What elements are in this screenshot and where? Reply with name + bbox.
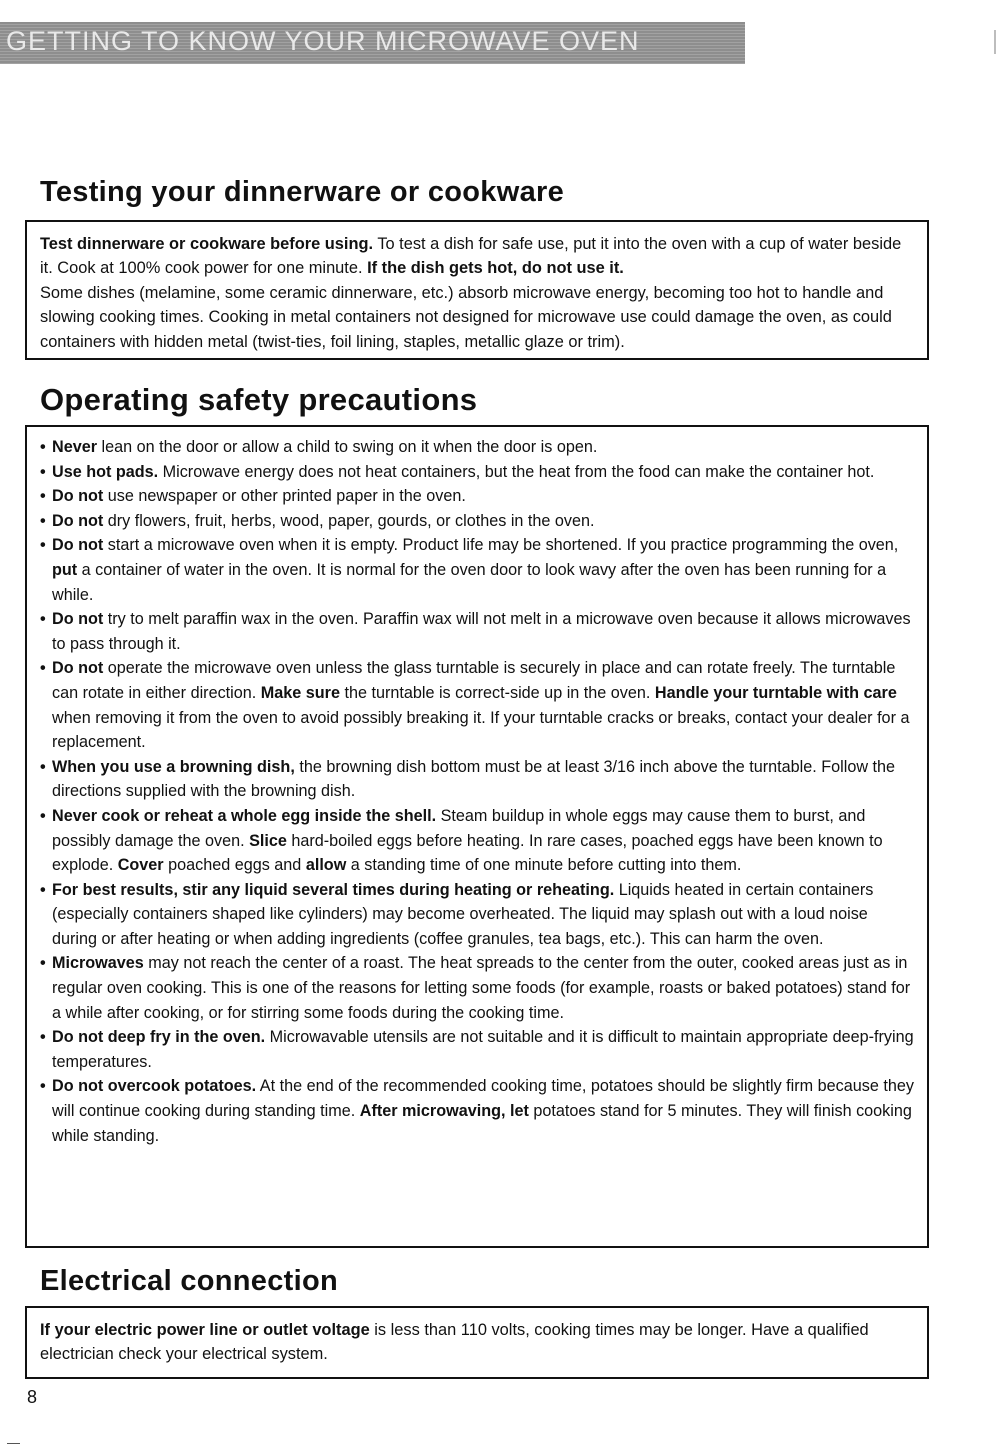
- bold-text-run: Do not overcook potatoes.: [52, 1077, 257, 1096]
- bullet-icon: •: [40, 487, 46, 506]
- page-number: 8: [27, 1387, 38, 1407]
- text-run: poached eggs and: [163, 856, 306, 875]
- text-run: a standing time of one minute before cutting into them.: [346, 856, 742, 875]
- safety-list-item: [40, 607, 917, 656]
- electrical-title: Electrical connection: [40, 1265, 338, 1297]
- section-banner: [0, 22, 745, 64]
- safety-list-item: [40, 509, 917, 534]
- text-run: hard-boiled eggs before heating. In rare cases, poached eggs have been known to explode.: [52, 831, 883, 875]
- text-run: potatoes stand for 5 minutes. They will finish cooking while standing.: [52, 1102, 912, 1145]
- text-run: is less than 110 volts, cooking times may be longer. Have a qualified electrician check your electrical system.: [40, 1321, 869, 1364]
- safety-list-item: [40, 1025, 917, 1074]
- bullet-icon: •: [40, 806, 46, 825]
- text-run: Microwavable utensils are not suitable and it is difficult to maintain appropriate deep-frying temperatures.: [52, 1028, 914, 1071]
- testing-title: Testing your dinnerware or cookware: [40, 176, 565, 208]
- text-run: operate the microwave oven unless the glass turntable is securely in place and can rotate freely. The turntable can rotate in either direction.: [52, 659, 896, 702]
- text-run: To test a dish for safe use, put it into the oven with a cup of water beside it. Cook at 100% cook power for one minute.: [40, 235, 902, 278]
- bold-text-run: If your electric power line or outlet voltage: [40, 1321, 370, 1339]
- safety-list-item: [40, 878, 917, 952]
- footer-mark: [7, 1443, 20, 1444]
- text-run: try to melt paraffin wax in the oven. Paraffin wax will not melt in a microwave oven because it allows microwaves to pass through it.: [52, 610, 911, 653]
- safety-list-item: [40, 656, 917, 754]
- bullet-icon: •: [40, 1077, 46, 1096]
- text-run: Steam buildup in whole eggs may cause them to burst, and possibly damage the oven.: [52, 806, 866, 850]
- bold-text-run: Do not: [52, 511, 104, 530]
- bold-text-run: Microwaves: [52, 954, 144, 973]
- bullet-icon: •: [40, 757, 46, 776]
- bold-text-run: If the dish gets hot, do not use it.: [367, 259, 624, 278]
- bullet-icon: •: [40, 659, 46, 678]
- bold-text-run: Do not: [52, 487, 104, 506]
- bold-text-run: put: [52, 560, 78, 579]
- bullet-icon: •: [40, 1028, 46, 1047]
- testing-paragraph-2: [40, 281, 917, 354]
- bullet-icon: •: [40, 954, 46, 973]
- bold-text-run: Test dinnerware or cookware before using.: [40, 235, 374, 253]
- safety-title: Operating safety precautions: [40, 382, 478, 417]
- text-run: lean on the door or allow a child to swing on it when the door is open.: [97, 438, 598, 456]
- bold-text-run: Never cook or reheat a whole egg inside the shell.: [52, 806, 437, 825]
- text-run: when removing it from the oven to avoid possibly breaking it. If your turntable cracks or breaks, contact your dealer for a replacement.: [52, 708, 910, 752]
- bold-text-run: After microwaving, let: [359, 1102, 529, 1121]
- bullet-icon: •: [40, 511, 46, 530]
- bold-text-run: Do not: [52, 659, 104, 678]
- text-run: At the end of the recommended cooking time, potatoes should be slightly firm because they will continue cooking during standing time.: [52, 1077, 914, 1121]
- testing-paragraph-1: [40, 232, 917, 281]
- bold-text-run: Handle your turntable with care: [654, 683, 897, 702]
- banner-text: GETTING TO KNOW YOUR MICROWAVE OVEN: [6, 26, 640, 56]
- text-run: start a microwave oven when it is empty. Product life may be shortened. If you practice programming the oven,: [103, 536, 899, 555]
- text-run: the turntable is correct-side up in the oven.: [339, 683, 655, 702]
- bold-text-run: allow: [305, 856, 347, 875]
- bold-text-run: Cover: [117, 856, 164, 875]
- text-run: use newspaper or other printed paper in the oven.: [103, 487, 466, 506]
- margin-mark: [994, 30, 996, 54]
- text-run: dry flowers, fruit, herbs, wood, paper, gourds, or clothes in the oven.: [103, 511, 595, 530]
- bold-text-run: For best results, stir any liquid several times during heating or reheating.: [52, 880, 615, 899]
- text-run: may not reach the center of a roast. The heat spreads to the center from the outer, cooked areas just as in regular oven cooking. This is one of the reasons for letting some foods (for example, roasts or baked potatoes) stand for a while after cooking, or for stirring some foods during the cooking time.: [52, 954, 911, 1022]
- safety-box: [25, 425, 929, 1248]
- safety-list-item: [40, 484, 917, 509]
- safety-list-item: [40, 755, 917, 804]
- bullet-icon: •: [40, 536, 46, 555]
- safety-list-item: [40, 951, 917, 1025]
- safety-list: [40, 435, 917, 1148]
- safety-list-item: [40, 804, 917, 878]
- bold-text-run: Make sure: [260, 683, 340, 702]
- bold-text-run: When you use a browning dish,: [52, 757, 295, 776]
- bullet-icon: •: [40, 438, 46, 456]
- electrical-paragraph: [40, 1318, 917, 1367]
- bold-text-run: Do not: [52, 610, 104, 629]
- text-run: Liquids heated in certain containers (especially containers shaped like cylinders) may become overheated. The liquid may splash out with a loud noise during or after heating or when adding ingredients (coffee granules, tea bags, etc.). This can harm the oven.: [52, 880, 874, 948]
- safety-list-item: [40, 533, 917, 607]
- bullet-icon: •: [40, 462, 46, 481]
- bold-text-run: Do not: [52, 536, 104, 555]
- bold-text-run: Slice: [249, 831, 287, 850]
- safety-list-item: [40, 435, 917, 460]
- bullet-icon: •: [40, 880, 46, 899]
- safety-list-item: [40, 1074, 917, 1148]
- bold-text-run: Use hot pads.: [52, 462, 159, 481]
- electrical-box: [25, 1306, 929, 1379]
- text-run: Microwave energy does not heat containers, but the heat from the food can make the container hot.: [158, 462, 875, 481]
- safety-list-item: [40, 460, 917, 485]
- text-run: a container of water in the oven. It is normal for the oven door to look wavy after the oven has been running for a while.: [52, 560, 887, 604]
- bold-text-run: Never: [52, 438, 97, 456]
- testing-box: [25, 220, 929, 360]
- text-run: Some dishes (melamine, some ceramic dinnerware, etc.) absorb microwave energy, becoming too hot to handle and slowing cooking times. Cooking in metal containers not designed for microwave use could damage the oven, as could containers with hidden metal (twist-ties, foil lining, staples, metallic glaze or trim).: [40, 283, 892, 351]
- text-run: the browning dish bottom must be at least 3/16 inch above the turntable. Follow the directions supplied with the browning dish.: [52, 757, 896, 801]
- bullet-icon: •: [40, 610, 46, 629]
- bold-text-run: Do not deep fry in the oven.: [52, 1028, 266, 1047]
